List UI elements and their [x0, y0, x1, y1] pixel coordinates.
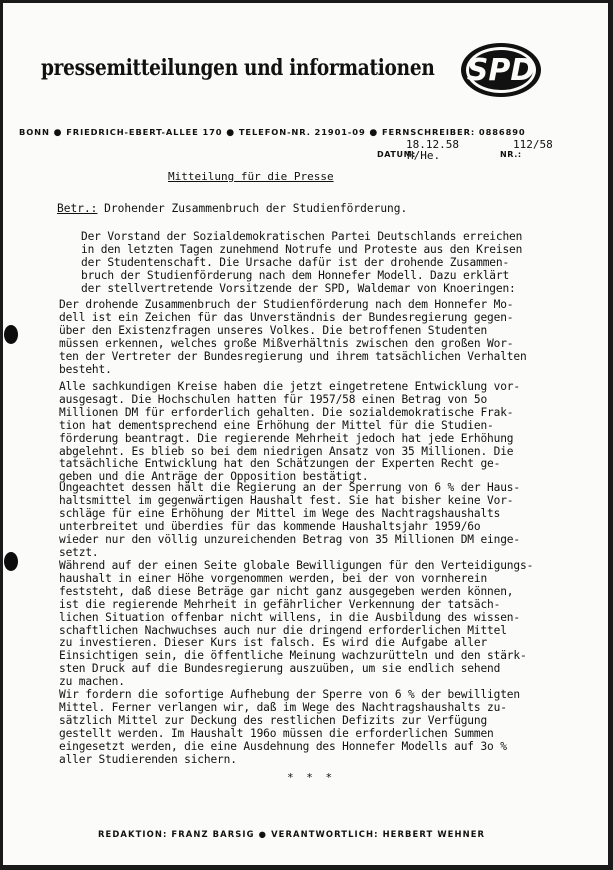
text-line: zu machen. [59, 675, 125, 689]
address-phone: TELEFON-NR. 21901-09 [238, 127, 366, 137]
subject-label: Betr.: [57, 202, 98, 215]
text-line: bruch der Studienförderung nach dem Honnefer Modell. Dazu erklärt [81, 268, 510, 282]
text-line: eingesetzt werden, die eine Ausdehnung des Honnefer Modells auf 3o % [59, 739, 507, 753]
address-line [19, 127, 526, 138]
text-line: förderung beantragt. Die regierende Mehrheit jedoch hat jede Erhöhung [59, 431, 514, 445]
text-line: abgelehnt. Es blieb so bei dem niedrigen Ansatz von 35 Millionen. Die [59, 444, 514, 458]
subject-line [57, 202, 407, 215]
date-label: DATUM: [377, 150, 416, 159]
text-line: Millionen DM für erforderlich gehalten. Die sozialdemokratische Frak- [59, 405, 514, 419]
paragraph-2 [59, 381, 520, 484]
press-release-page [3, 3, 608, 865]
subject-text: Drohender Zusammenbruch der Studienförderung. [104, 202, 408, 215]
text-line: haltsmittel im gegenwärtigen Haushalt fest. Sie hat bisher keine Vor- [59, 493, 514, 507]
text-line: Ungeachtet dessen hält die Regierung an der Sperrung von 6 % der Haus- [59, 481, 520, 494]
text-line: müssen erkennen, welches große Mißverhältnis zwischen den großen Wor- [59, 336, 514, 350]
text-line: über den Existenzfragen unseres Volkes. Die betroffenen Studenten [59, 323, 488, 337]
initials: H/He. [407, 149, 441, 162]
text-line: sätzlich Mittel zur Deckung des restlichen Defizits zur Verfügung [59, 713, 488, 727]
text-line: Alle sachkundigen Kreise haben die jetzt eingetretene Entwicklung vor- [59, 380, 520, 393]
number-value: 112/58 [513, 138, 553, 151]
text-line: dell ist ein Zeichen für das Unverständnis der Bundesregierung gegen- [59, 310, 514, 324]
intro-paragraph [81, 231, 522, 296]
text-line: tatsächliche Entwicklung hat den Schätzungen der Experten Recht ge- [59, 457, 501, 471]
text-line: Einsichtigen sein, die öffentliche Meinung wachzurütteln und den stärk- [59, 649, 527, 663]
text-line: besteht. [59, 362, 112, 376]
bullet-icon: ● [369, 128, 379, 138]
closing-stars: * * * [287, 771, 336, 784]
number-label: NR.: [500, 150, 522, 159]
text-line: feststeht, daß diese Beträge gar nicht ganz ausgegeben werden können, [59, 584, 514, 598]
spd-logo [458, 40, 544, 100]
text-line: wieder nur den völlig unzureichenden Betrag von 35 Millionen DM einge- [59, 532, 520, 546]
text-line: in den letzten Tagen zunehmend Notrufe und Proteste aus den Kreisen [81, 242, 523, 256]
text-line: schläge für eine Erhöhung der Mittel im Wege des Nachtragshaushalts [59, 506, 501, 520]
text-line: der stellvertretende Vorsitzende der SPD, Waldemar von Knoeringen: [81, 281, 516, 295]
text-line: Wir fordern die sofortige Aufhebung der Sperre von 6 % der bewilligten [59, 688, 520, 701]
paragraph-3 [59, 482, 520, 559]
text-line: ausgesagt. Die Hochschulen hatten für 1957/58 einen Betrag von 5o [59, 392, 488, 406]
address-city: BONN [19, 127, 50, 137]
masthead-title: pressemitteilungen und informationen [41, 55, 435, 81]
text-line: lichen Situation offenbar nicht willens, in die Ausbildung des wissen- [59, 610, 520, 624]
punch-hole [4, 552, 18, 571]
footer-line [98, 829, 485, 839]
address-street: FRIEDRICH-EBERT-ALLEE 170 [66, 127, 223, 137]
text-line: schaftlichen Nachwuchses auch nur die dringend erforderlichen Mittel [59, 623, 507, 637]
text-line: tion hat dementsprechend eine Erhöhung der Mittel für die Studien- [59, 418, 494, 432]
text-line: Mittel. Ferner verlangen wir, daß im Wege des Nachtragshaushalts zu- [59, 700, 507, 714]
text-line: sten Druck auf die Bundesregierung auszuüben, um sie endlich sehend [59, 662, 501, 676]
text-line: haushalt in einer Höhe vorgenommen werden, bei der von vornherein [59, 571, 488, 585]
bullet-icon: ● [258, 829, 268, 839]
text-line: ist die regierende Mehrheit in gefährlicher Verkennung der tatsäch- [59, 597, 501, 611]
footer-redaktion: REDAKTION: FRANZ BARSIG [98, 829, 255, 839]
text-line: zu investieren. Dieser Kurs ist falsch. Es wird die Aufgabe aller [59, 636, 488, 650]
text-line: Der Vorstand der Sozialdemokratischen Partei Deutschlands erreichen [81, 230, 523, 243]
text-line: der Studentenschaft. Die Ursache dafür ist der drohende Zusammen- [81, 255, 510, 269]
bullet-icon: ● [53, 128, 63, 138]
text-line: Der drohende Zusammenbruch der Studienförderung nach dem Honnefer Mo- [59, 298, 514, 311]
paragraph-4 [59, 560, 533, 689]
text-line: gestellt werden. Im Haushalt 196o müssen die erforderlichen Summen [59, 726, 494, 740]
logo-text: SPD [466, 53, 536, 88]
paragraph-5 [59, 689, 520, 766]
text-line: unterbreitet und überdies für das kommende Haushaltsjahr 1959/6o [59, 519, 481, 533]
text-line: aller Studierenden sichern. [59, 752, 237, 766]
text-line: setzt. [59, 545, 99, 559]
bullet-icon: ● [226, 128, 236, 138]
footer-verantwortlich: VERANTWORTLICH: HERBERT WEHNER [271, 829, 486, 839]
date-value: 18.12.58 [406, 138, 459, 151]
text-line: ten der Vertreter der Bundesregierung und ihrem tatsächlichen Verhalten [59, 349, 527, 363]
document-heading: Mitteilung für die Presse [168, 170, 334, 183]
punch-hole [4, 325, 18, 344]
text-line: Während auf der einen Seite globale Bewilligungen für den Verteidigungs- [59, 559, 534, 572]
address-telex: FERNSCHREIBER: 0886890 [381, 127, 526, 137]
paragraph-1 [59, 299, 527, 376]
text-line: geben und die Anträge der Opposition bestätigt. [59, 470, 369, 484]
